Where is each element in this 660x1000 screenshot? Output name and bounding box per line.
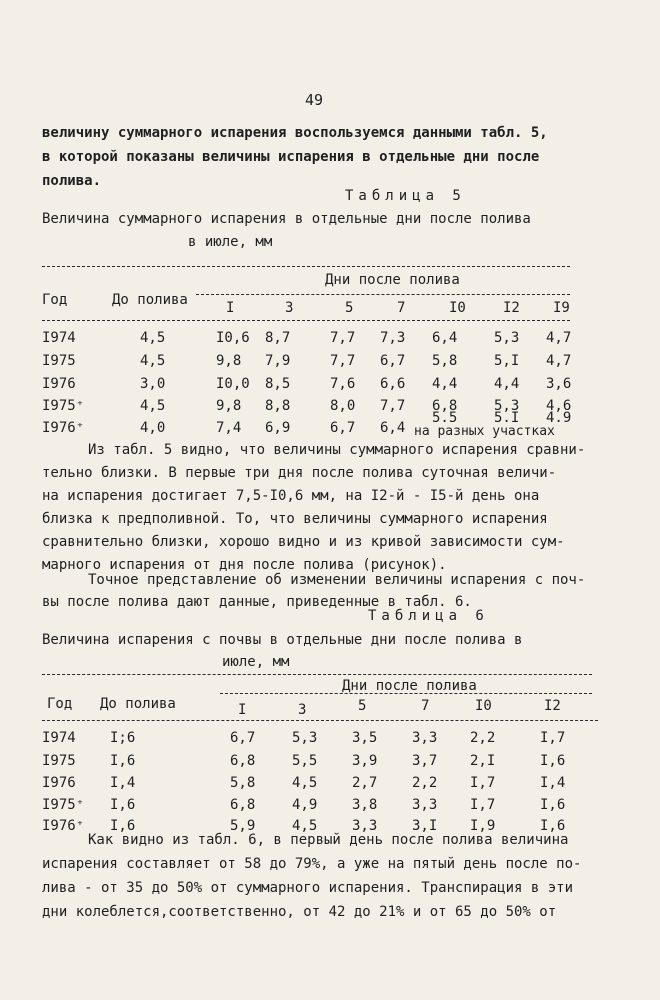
table5-col-before: До полива — [112, 292, 188, 308]
table5-day-3: 3 — [285, 300, 294, 316]
table5-cell: I0,0 — [216, 376, 250, 392]
table5-days-header: Дни после полива — [325, 272, 460, 288]
para1-line-3: на испарения достигает 7,5-I0,6 мм, на I2-й - I5-й день она — [42, 488, 540, 504]
table5-top-rule — [42, 266, 570, 267]
table5-day-12: I2 — [503, 300, 520, 316]
table6-cell-year: I974 — [42, 730, 76, 746]
table6-cell: 3,7 — [412, 753, 438, 769]
table5-cell: 7,9 — [265, 353, 291, 369]
table6-cell: 5,3 — [292, 730, 318, 746]
table5-cell: 8,8 — [265, 398, 291, 414]
table6-cell-before: I,6 — [110, 797, 136, 813]
table6-cell: 3,3 — [412, 797, 438, 813]
table6-cell-year: I976⁺ — [42, 818, 85, 834]
table6-cell: 5,8 — [230, 775, 256, 791]
para1-line-5: сравнительно близки, хорошо видно и из кривой зависимости сум- — [42, 534, 565, 550]
table5-day-19: I9 — [553, 300, 570, 316]
table5-cell: 7,3 — [380, 330, 406, 346]
para3-line-1: Как видно из табл. 6, в первый день после полива величина — [88, 832, 569, 848]
para3-line-4: дни колеблется,соответственно, от 42 до 21% и от 65 до 50% от — [42, 904, 557, 920]
table5-cell: 6,6 — [380, 376, 406, 392]
para1-line-1: Из табл. 5 видно, что величины суммарного испарения сравни- — [88, 442, 586, 458]
table5-cell: 7,4 — [216, 420, 242, 436]
table6-cell-before: I,4 — [110, 775, 136, 791]
table5-col-year: Год — [42, 292, 68, 308]
intro-line-1: величину суммарного испарения воспользуемся данными табл. 5, — [42, 125, 548, 141]
table6-cell-before: I,6 — [110, 753, 136, 769]
para2-line-1: Точное представление об изменении величины испарения с поч- — [88, 572, 586, 588]
table6-cell: 3,9 — [352, 753, 378, 769]
table6-cell: 6,8 — [230, 797, 256, 813]
table5-cell-year: I976⁺ — [42, 420, 85, 436]
table5-cell: 5.5 — [432, 410, 458, 426]
table5-label: Таблица 5 — [345, 188, 466, 204]
table5-cell: 7,6 — [330, 376, 356, 392]
table5-cell: 6,7 — [380, 353, 406, 369]
table5-cell: 5,3 — [494, 398, 520, 414]
table6-cell: I,6 — [540, 753, 566, 769]
table5-cell-before: 4,5 — [140, 330, 166, 346]
table5-header-rule — [42, 320, 570, 321]
table5-cell-year: I975⁺ — [42, 398, 85, 414]
table5-cell: I0,6 — [216, 330, 250, 346]
table5-cell: 7,7 — [330, 330, 356, 346]
table6-cell-year: I975⁺ — [42, 797, 85, 813]
table6-label: Таблица 6 — [368, 608, 489, 624]
table6-cell: I,4 — [540, 775, 566, 791]
para3-line-3: лива - от 35 до 50% от суммарного испарения. Транспирация в эти — [42, 880, 574, 896]
table6-day-12: I2 — [544, 698, 561, 714]
table6-cell: 6,7 — [230, 730, 256, 746]
table5-day-7: 7 — [397, 300, 406, 316]
table5-cell: 9,8 — [216, 353, 242, 369]
table6-top-rule — [42, 674, 592, 675]
table5-cell: 4,7 — [546, 330, 572, 346]
table6-cell: I,7 — [470, 775, 496, 791]
table5-cell: 6,4 — [432, 330, 458, 346]
intro-line-3: полива. — [42, 173, 102, 189]
table5-cell: 5,I — [494, 353, 520, 369]
table6-cell: 2,I — [470, 753, 496, 769]
table6-cell-before: I,6 — [110, 818, 136, 834]
table5-cell: 6,8 — [432, 398, 458, 414]
table5-cell: 7,7 — [330, 353, 356, 369]
table5-cell: 4,6 — [546, 398, 572, 414]
table5-cell: 8,5 — [265, 376, 291, 392]
table6-days-rule — [220, 693, 592, 694]
table5-cell: 4,4 — [494, 376, 520, 392]
table6-cell: 5,9 — [230, 818, 256, 834]
table6-cell: I,7 — [540, 730, 566, 746]
table5-cell: 6,7 — [330, 420, 356, 436]
table6-cell: 6,8 — [230, 753, 256, 769]
intro-line-2: в которой показаны величины испарения в отдельные дни после — [42, 149, 540, 165]
table5-cell-before: 4,5 — [140, 353, 166, 369]
table5-cell: 4.9 — [546, 410, 572, 426]
table6-cell: 2,2 — [470, 730, 496, 746]
table5-cell: 6,4 — [380, 420, 406, 436]
table6-cell-year: I976 — [42, 775, 76, 791]
table5-cell: 9,8 — [216, 398, 242, 414]
table5-title-line-1: Величина суммарного испарения в отдельные дни после полива — [42, 211, 531, 227]
page-number: 49 — [305, 91, 324, 109]
table6-title-line-2: июле, мм — [222, 654, 290, 670]
table5-day-10: I0 — [449, 300, 466, 316]
table5-cell-year: I974 — [42, 330, 76, 346]
table5-cell: 7,7 — [380, 398, 406, 414]
table5-cell-year: I975 — [42, 353, 76, 369]
insert-note: на разных участках — [414, 424, 555, 439]
table5-cell: 3,6 — [546, 376, 572, 392]
table5-days-rule — [196, 294, 570, 295]
table6-cell: 2,2 — [412, 775, 438, 791]
table6-cell: 3,5 — [352, 730, 378, 746]
table5-cell-before: 4,0 — [140, 420, 166, 436]
table6-cell: 4,9 — [292, 797, 318, 813]
table6-cell: 3,3 — [412, 730, 438, 746]
table6-day-1: I — [238, 702, 247, 718]
para2-line-2: вы после полива дают данные, приведенные в табл. 6. — [42, 594, 472, 610]
table6-cell: 4,5 — [292, 818, 318, 834]
table6-cell-before: I;6 — [110, 730, 136, 746]
para1-line-2: тельно близки. В первые три дня после полива суточная величи- — [42, 465, 557, 481]
table5-cell-before: 4,5 — [140, 398, 166, 414]
table5-cell: 8,0 — [330, 398, 356, 414]
table6-col-before: До полива — [100, 696, 176, 712]
table6-cell-year: I975 — [42, 753, 76, 769]
table6-cell: 3,8 — [352, 797, 378, 813]
table5-cell: 4,4 — [432, 376, 458, 392]
table5-cell: 5,8 — [432, 353, 458, 369]
table5-cell: 4,7 — [546, 353, 572, 369]
table6-day-10: I0 — [475, 698, 492, 714]
table5-day-1: I — [226, 300, 235, 316]
table6-cell: 4,5 — [292, 775, 318, 791]
para1-line-4: близка к предполивной. То, что величины суммарного испарения — [42, 511, 548, 527]
table5-title-line-2: в июле, мм — [188, 234, 273, 250]
table6-cell: I,9 — [470, 818, 496, 834]
table5-cell: 8,7 — [265, 330, 291, 346]
table6-cell: 3,3 — [352, 818, 378, 834]
table6-header-rule — [42, 720, 598, 721]
table6-cell: I,6 — [540, 797, 566, 813]
para3-line-2: испарения составляет от 58 до 79%, а уже на пятый день после по- — [42, 856, 582, 872]
table5-cell: 5.I — [494, 410, 520, 426]
table5-cell-before: 3,0 — [140, 376, 166, 392]
table6-cell: 5,5 — [292, 753, 318, 769]
table6-cell: I,7 — [470, 797, 496, 813]
table6-title-line-1: Величина испарения с почвы в отдельные дни после полива в — [42, 632, 523, 648]
table6-cell: I,6 — [540, 818, 566, 834]
table6-day-7: 7 — [421, 698, 430, 714]
table6-days-header: Дни после полива — [342, 678, 477, 694]
table6-cell: 2,7 — [352, 775, 378, 791]
table5-cell: 6,9 — [265, 420, 291, 436]
table6-day-5: 5 — [358, 698, 367, 714]
table6-cell: 3,I — [412, 818, 438, 834]
table5-cell: 5,3 — [494, 330, 520, 346]
table6-col-year: Год — [47, 696, 73, 712]
table5-cell-year: I976 — [42, 376, 76, 392]
table5-day-5: 5 — [345, 300, 354, 316]
para1-line-6: марного испарения от дня после полива (рисунок). — [42, 557, 447, 573]
table6-day-3: 3 — [298, 702, 307, 718]
